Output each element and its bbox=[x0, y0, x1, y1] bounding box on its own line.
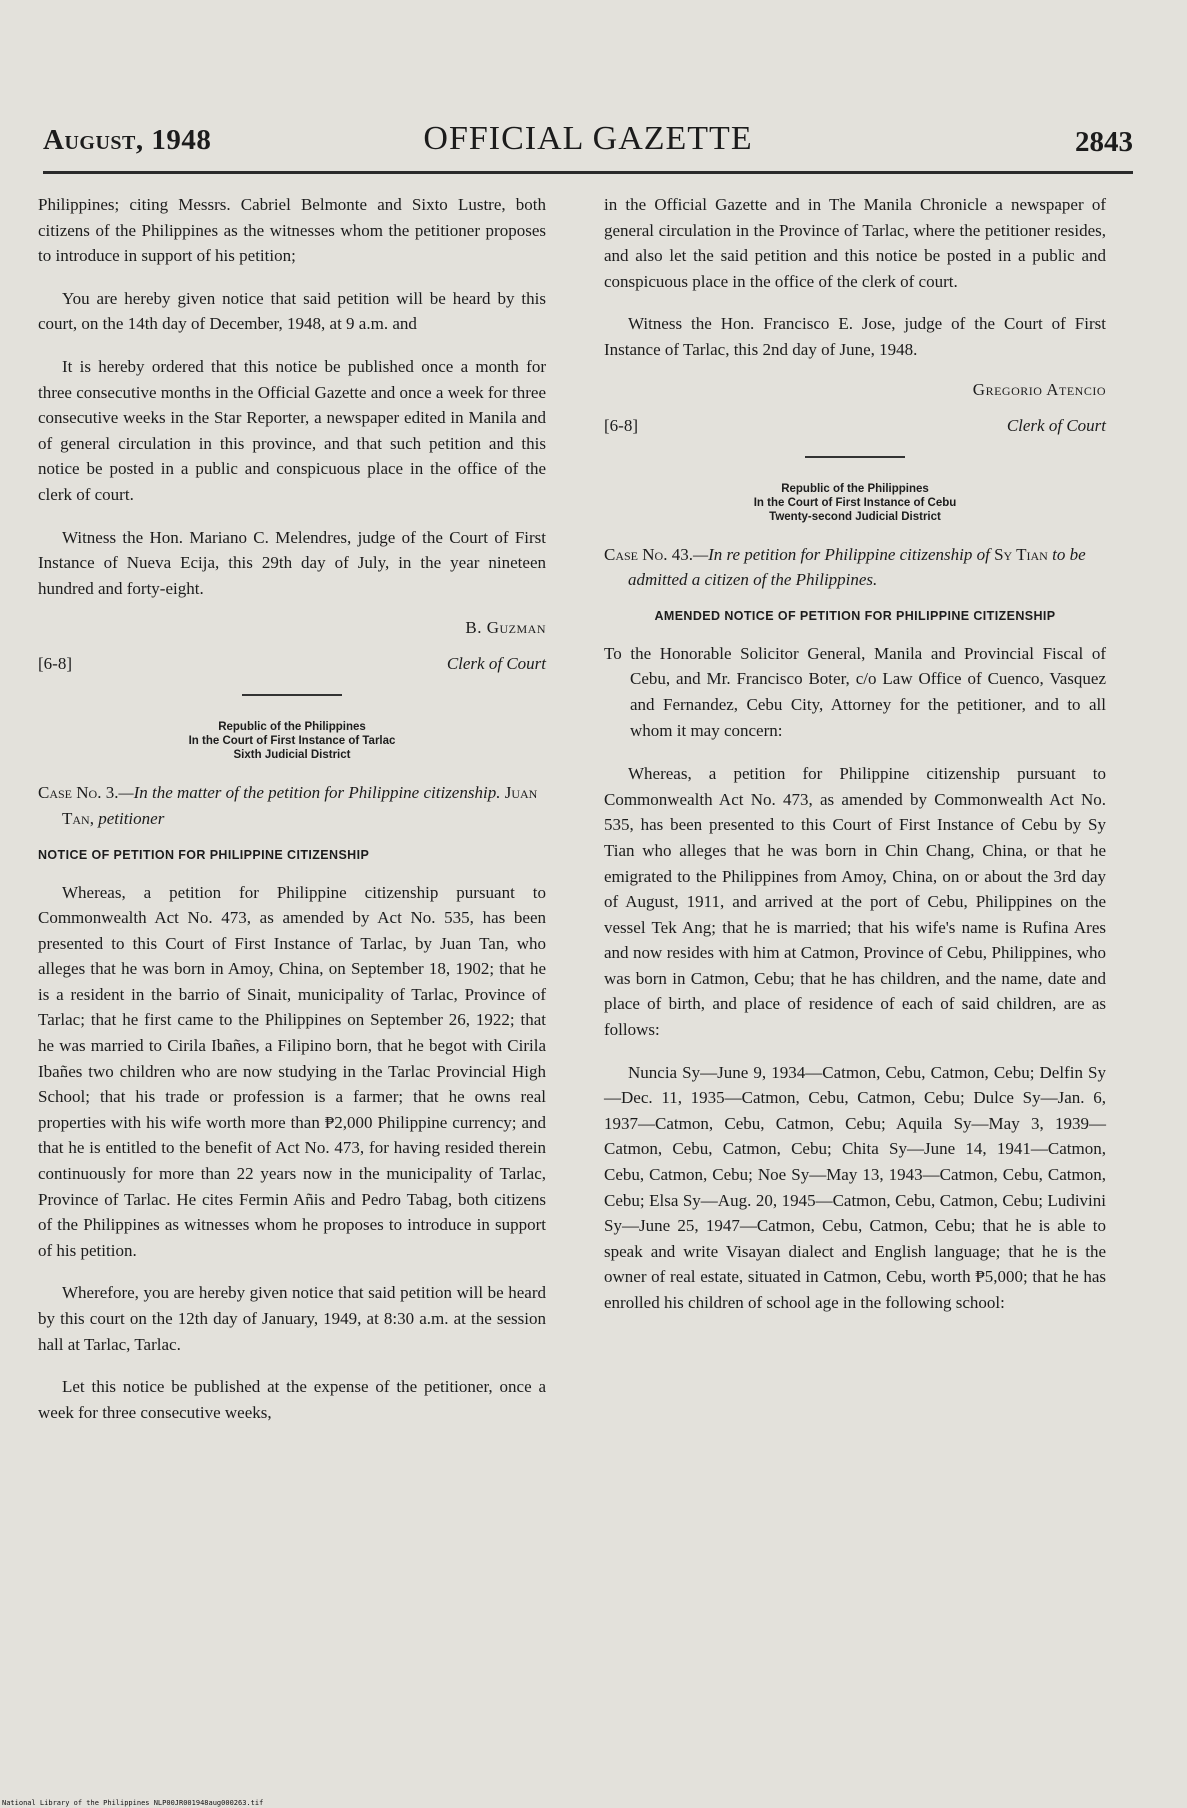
case-caption bbox=[38, 780, 546, 831]
court-line: In the Court of First Instance of Cebu bbox=[753, 496, 957, 509]
court-line: In the Court of First Instance of Tarlac bbox=[188, 735, 396, 748]
case-description: —In the matter of the petition for Philippine citizenship. bbox=[118, 783, 501, 803]
left-column bbox=[38, 192, 546, 1442]
clerk-name: B. Guzman bbox=[465, 618, 546, 638]
paragraph: It is hereby ordered that this notice be published once a month for three consecutive months in the Official Gazette and once a week for three consecutive weeks in the Star Reporter, a newspaper edited in Manila and of general circulation in this province, and that such petition and this notice be posted in a public and conspicuous place in the office of the clerk of court. bbox=[38, 356, 546, 504]
petitioner-role: petitioner bbox=[98, 808, 165, 828]
signature-block bbox=[604, 380, 1106, 442]
notice-reference: [6-8] bbox=[604, 415, 638, 435]
notice-title: NOTICE OF PETITION FOR PHILIPPINE CITIZENSHIP bbox=[38, 847, 370, 862]
paragraph: Witness the Hon. Mariano C. Melendres, judge of the Court of First Instance of Nueva Ecija, this 29th day of July, in the year nineteen hundred and forty-eight. bbox=[38, 527, 546, 598]
paragraph: in the Official Gazette and in The Manila Chronicle a newspaper of general circulation in the Province of Tarlac, where the petitioner resides, and also let the said petition and this notice be posted in a public and conspicuous place in the office of the clerk of court. bbox=[604, 195, 1106, 291]
issue-date: August, 1948 bbox=[43, 124, 212, 156]
clerk-name: Gregorio Atencio bbox=[972, 379, 1106, 399]
publication-title: OFFICIAL GAZETTE bbox=[423, 120, 753, 157]
clerk-title: Clerk of Court bbox=[446, 654, 546, 674]
paragraph: You are hereby given notice that said petition will be heard by this court, on the 14th day of December, 1948, at 9 a.m. and bbox=[38, 288, 546, 334]
addressee-block: To the Honorable Solicitor General, Manila and Provincial Fiscal of Cebu, and Mr. Francisco Boter, c/o Law Office of Cuenco, Vasquez and Fernandez, Cebu City, Attorney for the petitioner, and to all whom it may concern: bbox=[604, 643, 1106, 740]
court-heading bbox=[38, 720, 546, 762]
signature-block bbox=[38, 618, 546, 680]
paragraph: Nuncia Sy—June 9, 1934—Catmon, Cebu, Catmon, Cebu; Delfin Sy—Dec. 11, 1935—Catmon, Cebu, Catmon, Cebu; Dulce Sy—Jan. 6, 1937—Catmon, Cebu, Catmon, Cebu; Aquila Sy—May 3, 1939—Catmon, Cebu, Catmon, Cebu; Chita Sy—June 14, 1941—Catmon, Cebu, Catmon, Cebu; Noe Sy—May 13, 1943—Catmon, Cebu, Catmon, Cebu; Elsa Sy—Aug. 20, 1945—Catmon, Cebu, Catmon, Cebu; Ludivini Sy—June 25, 1947—Catmon, Cebu, Catmon, Cebu; that he is able to speak and write Visayan dialect and English language; that he is the owner of real estate, situated in Catmon, Cebu, worth ₱5,000; that he has enrolled his children of school age in the following school: bbox=[604, 1062, 1106, 1312]
court-line: Twenty-second Judicial District bbox=[769, 510, 941, 523]
clerk-title: Clerk of Court bbox=[1006, 415, 1106, 435]
paragraph: Whereas, a petition for Philippine citizenship pursuant to Commonwealth Act No. 473, as amended by Commonwealth Act No. 535, has been presented to this Court of First Instance of Cebu by Sy Tian who alleges that he was born in Chin Chang, China, or that he emigrated to the Philippines from Amoy, China, on or about the 3rd day of August, 1911, and arrived at the port of Cebu, Philippines on the vessel Tek Ang; that he is married; that his wife's name is Rufina Ares and now resides with him at Catmon, Province of Cebu, Philippines, who was born in Catmon, Cebu; that he has children, and the name, date and place of birth, and place of residence of each of said children, are as follows: bbox=[604, 764, 1106, 1040]
page-header bbox=[43, 120, 1133, 170]
paragraph: Whereas, a petition for Philippine citizenship pursuant to Commonwealth Act No. 473, as amended by Act No. 535, has been presented to this Court of First Instance of Tarlac, by Juan Tan, who alleges that he was born in Amoy, China, on September 18, 1902; that he is a resident in the barrio of Sinait, municipality of Tarlac, Province of Tarlac; that he first came to the Philippines on September 26, 1922; that he was married to Cirila Ibañes, a Filipino born, that he begot with Cirila Ibañes two children who are now studying in the Tarlac Provincial High School; that his trade or profession is a farmer; that he owns real properties with his wife worth more than ₱2,000 Philippine currency; and that he is entitled to the benefit of Act No. 473, for having resided therein continuously for more than 22 years now in the municipality of Tarlac, Province of Tarlac. He cites Fermin Añis and Pedro Tabag, both citizens of the Philippines as witnesses whom he proposes to introduce in support of his petition. bbox=[38, 882, 546, 1260]
right-column bbox=[604, 192, 1106, 1333]
court-line: Republic of the Philippines bbox=[218, 721, 366, 734]
paragraph: Philippines; citing Messrs. Cabriel Belmonte and Sixto Lustre, both citizens of the Philippines as the witnesses whom the petitioner proposes to introduce in support of his petition; bbox=[38, 195, 546, 266]
section-divider bbox=[805, 456, 905, 458]
page-number: 2843 bbox=[1075, 126, 1133, 158]
case-caption bbox=[604, 542, 1106, 593]
case-number: Case No. 43. bbox=[604, 544, 693, 564]
paragraph: Let this notice be published at the expense of the petitioner, once a week for three consecutive weeks, bbox=[38, 1377, 546, 1422]
case-description: —In re petition for Philippine citizenship of bbox=[692, 544, 990, 564]
case-number: Case No. 3. bbox=[38, 783, 119, 803]
petitioner-name: Sy Tian bbox=[994, 544, 1048, 564]
court-heading bbox=[604, 482, 1106, 524]
header-rule bbox=[43, 171, 1133, 174]
paragraph: Witness the Hon. Francisco E. Jose, judge of the Court of First Instance of Tarlac, this 2nd day of June, 1948. bbox=[604, 314, 1106, 359]
section-divider bbox=[242, 694, 342, 696]
case-description-continued: to be admitted a citizen of the Philippines. bbox=[628, 544, 1086, 590]
paragraph: Wherefore, you are hereby given notice that said petition will be heard by this court on the 12th day of January, 1949, at 8:30 a.m. at the session hall at Tarlac, Tarlac. bbox=[38, 1283, 546, 1354]
petitioner-name: Juan Tan, bbox=[62, 783, 538, 828]
scan-footer: National Library of the Philippines NLP00JR001948aug000263.tif bbox=[2, 1799, 264, 1807]
court-line: Sixth Judicial District bbox=[233, 749, 351, 762]
court-line: Republic of the Philippines bbox=[781, 482, 929, 495]
notice-reference: [6-8] bbox=[38, 654, 72, 674]
notice-title: AMENDED NOTICE OF PETITION FOR PHILIPPINE CITIZENSHIP bbox=[654, 608, 1056, 623]
